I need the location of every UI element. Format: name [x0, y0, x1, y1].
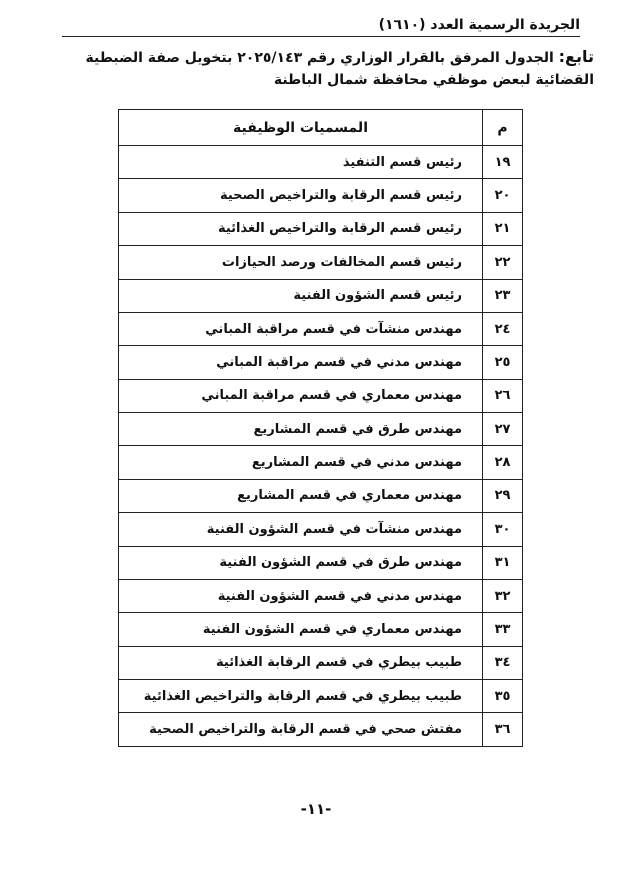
table-row	[119, 146, 523, 179]
page-number: -١١-	[300, 800, 332, 818]
table-row	[119, 212, 523, 245]
job-title-cell: مهندس منشآت في قسم مراقبة المباني	[119, 312, 483, 345]
job-title-cell: مفتش صحي في قسم الرقابة والتراخيص الصحية	[119, 713, 483, 747]
row-number: ٣٣	[483, 613, 523, 646]
table-header-row	[119, 110, 523, 146]
row-number: ٢٣	[483, 279, 523, 312]
row-number: ٢٢	[483, 246, 523, 279]
heading-lead: تابع:	[558, 47, 594, 66]
row-number: ٢٧	[483, 413, 523, 446]
table-row	[119, 646, 523, 679]
row-number: ٢٦	[483, 379, 523, 412]
row-number: ٣١	[483, 546, 523, 579]
row-number: ٢٠	[483, 179, 523, 212]
job-title-cell: رئيس قسم الرقابة والتراخيص الغذائية	[119, 212, 483, 245]
job-title-cell: مهندس مدني في قسم المشاريع	[119, 446, 483, 479]
job-title-cell: مهندس منشآت في قسم الشؤون الفنية	[119, 513, 483, 546]
job-title-cell: رئيس قسم الرقابة والتراخيص الصحية	[119, 179, 483, 212]
page-header	[62, 10, 580, 37]
job-title-cell: مهندس معماري في قسم الشؤون الفنية	[119, 613, 483, 646]
job-title-cell: مهندس مدني في قسم مراقبة المباني	[119, 346, 483, 379]
heading-text: الجدول المرفق بالقرار الوزاري رقم ٢٠٢٥/١٤٣ بتخويل صفة الضبطية القضائية لبعض موظفي محافظة شمال الباطنة	[85, 50, 594, 88]
table-row	[119, 513, 523, 546]
table-row	[119, 312, 523, 345]
table-row	[119, 713, 523, 747]
row-number: ٢٥	[483, 346, 523, 379]
table-row	[119, 246, 523, 279]
job-title-cell: طبيب بيطري في قسم الرقابة الغذائية	[119, 646, 483, 679]
job-title-cell: مهندس مدني في قسم الشؤون الفنية	[119, 579, 483, 612]
job-titles-table	[118, 109, 523, 747]
table-row	[119, 613, 523, 646]
job-title-cell: مهندس طرق في قسم الشؤون الفنية	[119, 546, 483, 579]
gazette-title: الجريدة الرسمية العدد (١٦١٠)	[378, 17, 580, 33]
job-title-cell: رئيس قسم التنفيذ	[119, 146, 483, 179]
row-number: ٢٩	[483, 479, 523, 512]
job-title-cell: رئيس قسم الشؤون الفنية	[119, 279, 483, 312]
row-number: ٣٥	[483, 680, 523, 713]
table-row	[119, 579, 523, 612]
job-title-cell: طبيب بيطري في قسم الرقابة والتراخيص الغذائية	[119, 680, 483, 713]
table-row	[119, 279, 523, 312]
table-row	[119, 479, 523, 512]
column-header-number: م	[483, 110, 523, 146]
job-title-cell: مهندس طرق في قسم المشاريع	[119, 413, 483, 446]
row-number: ٢٤	[483, 312, 523, 345]
table-body	[119, 146, 523, 747]
table-row	[119, 546, 523, 579]
table-row	[119, 179, 523, 212]
column-header-title: المسميات الوظيفية	[119, 110, 483, 146]
row-number: ٣٦	[483, 713, 523, 747]
row-number: ٣٤	[483, 646, 523, 679]
row-number: ٢٨	[483, 446, 523, 479]
table-row	[119, 346, 523, 379]
table-row	[119, 446, 523, 479]
job-title-cell: مهندس معماري في قسم المشاريع	[119, 479, 483, 512]
job-title-cell: رئيس قسم المخالفات ورصد الحيازات	[119, 246, 483, 279]
row-number: ٢١	[483, 212, 523, 245]
table-row	[119, 680, 523, 713]
row-number: ٣٢	[483, 579, 523, 612]
job-title-cell: مهندس معماري في قسم مراقبة المباني	[119, 379, 483, 412]
table-row	[119, 413, 523, 446]
document-heading	[40, 46, 594, 91]
row-number: ١٩	[483, 146, 523, 179]
table-row	[119, 379, 523, 412]
row-number: ٣٠	[483, 513, 523, 546]
